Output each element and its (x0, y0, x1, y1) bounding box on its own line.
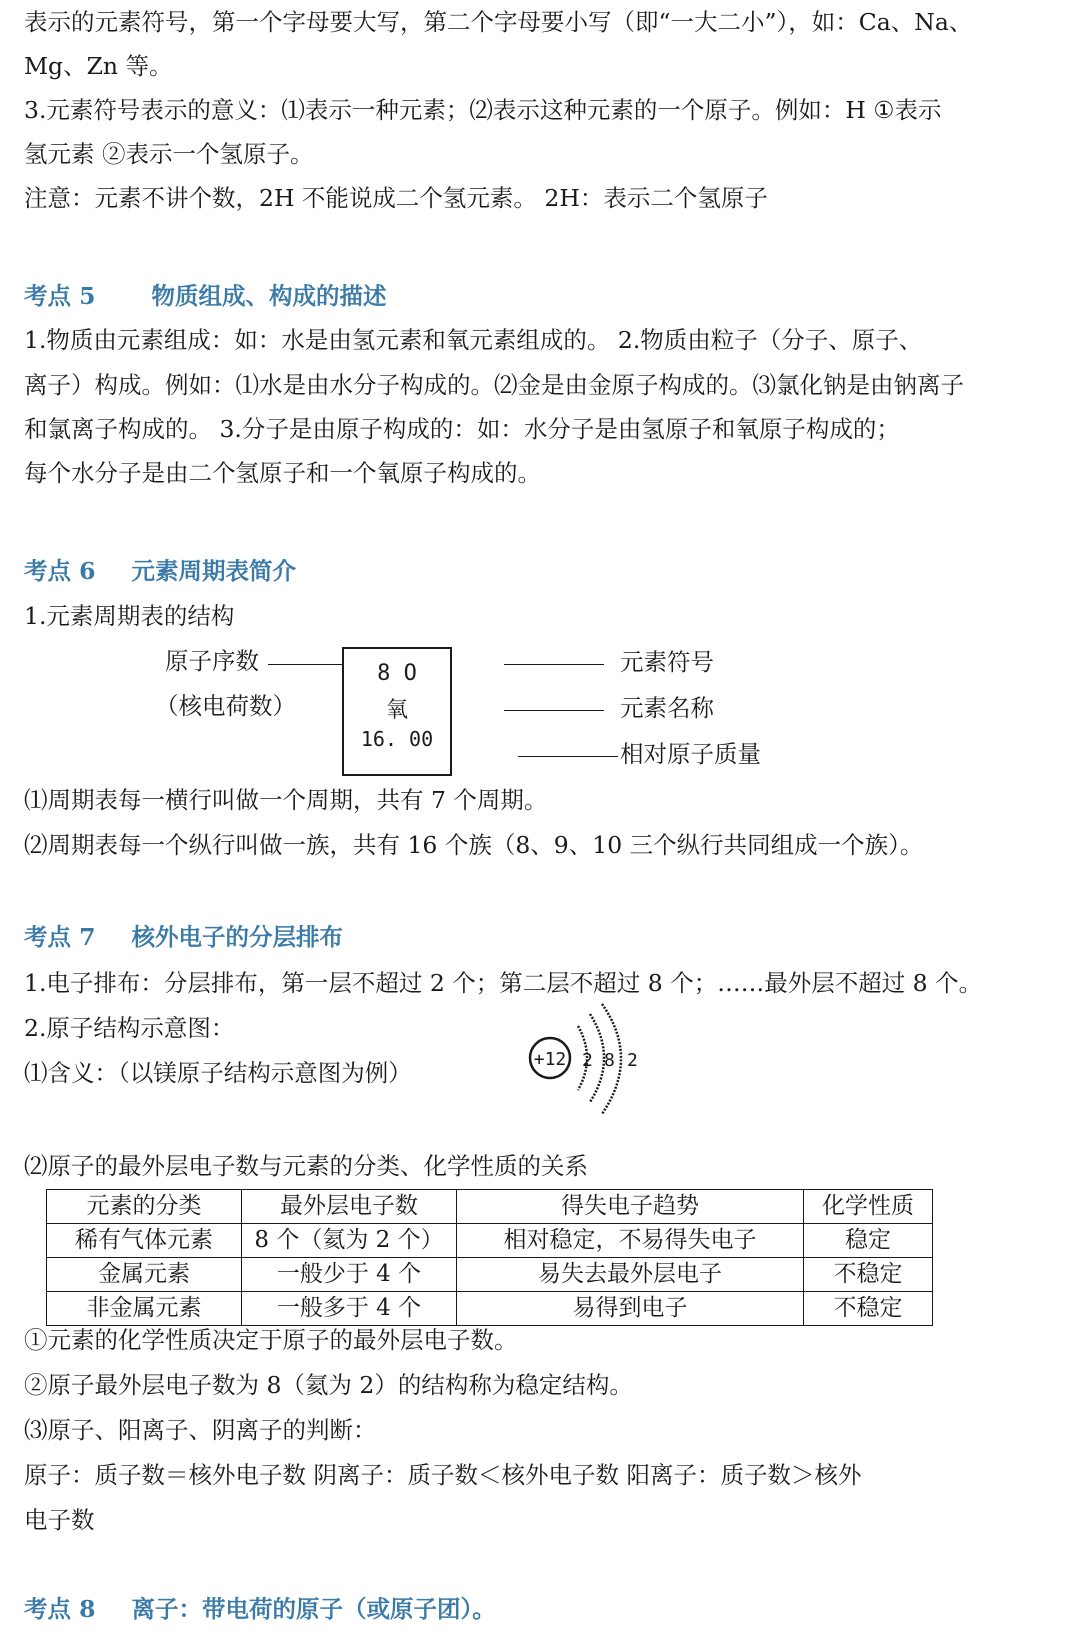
section-heading-kp7 (24, 921, 343, 953)
table-header-cell: 得失电子趋势 (457, 1190, 804, 1224)
section-number: 考点 5 (24, 282, 96, 310)
table-header-cell: 化学性质 (804, 1190, 933, 1224)
kp5-line-4: 每个水分子是由二个氢原子和一个氧原子构成的。 (24, 459, 541, 487)
diagram-connector (504, 710, 604, 711)
table-cell: 稳定 (804, 1224, 933, 1258)
shell-electron-count: 8 (604, 1050, 615, 1071)
diagram-label-atomic-number: 原子序数 (165, 647, 259, 675)
section-title: 核外电子的分层排布 (131, 923, 344, 951)
section-heading-kp5 (24, 280, 387, 312)
table-cell: 不稳定 (804, 1258, 933, 1292)
kp7-after-2: ②原子最外层电子数为 8（氦为 2）的结构称为稳定结构。 (24, 1371, 633, 1399)
kp7-after-4: 原子：质子数＝核外电子数 阴离子：质子数＜核外电子数 阳离子：质子数＞核外 (24, 1461, 862, 1489)
intro-line-3: 3.元素符号表示的意义：⑴表示一种元素；⑵表示这种元素的一个原子。例如：H ①表示 (24, 96, 942, 124)
table-header-row (47, 1190, 933, 1224)
diagram-connector (268, 664, 344, 665)
section-number: 考点 7 (24, 923, 96, 951)
shell-electron-count: 2 (582, 1050, 593, 1071)
kp7-line-4: ⑵原子的最外层电子数与元素的分类、化学性质的关系 (24, 1152, 588, 1180)
table-cell: 相对稳定，不易得失电子 (457, 1224, 804, 1258)
diagram-label-nuclear-charge: （核电荷数） (155, 692, 296, 720)
kp5-line-2: 离子）构成。例如：⑴水是由水分子构成的。⑵金是由金原子构成的。⑶氯化钠是由钠离子 (24, 371, 964, 399)
section-title: 物质组成、构成的描述 (151, 282, 387, 310)
table-row (47, 1258, 933, 1292)
kp7-after-1: ①元素的化学性质决定于原子的最外层电子数。 (24, 1326, 518, 1354)
table-row (47, 1224, 933, 1258)
diagram-connector (504, 664, 604, 665)
intro-line-4: 氢元素 ②表示一个氢原子。 (24, 140, 314, 168)
table-cell: 稀有气体元素 (47, 1224, 242, 1258)
section-title: 元素周期表简介 (131, 557, 297, 585)
cell-name: 氧 (385, 698, 408, 723)
kp6-note-2: ⑵周期表每一个纵行叫做一族，共有 16 个族（8、9、10 三个纵行共同组成一个族）。 (24, 831, 924, 859)
section-heading-kp6 (24, 555, 296, 587)
intro-line-5: 注意：元素不讲个数，2H 不能说成二个氢元素。 2H：表示二个氢原子 (24, 184, 768, 212)
kp7-after-3: ⑶原子、阳离子、阴离子的判断： (24, 1416, 377, 1444)
diagram-label-mass: 相对原子质量 (620, 740, 761, 768)
nucleus-charge: +12 (533, 1049, 567, 1070)
table-cell: 一般多于 4 个 (242, 1292, 457, 1326)
kp7-line-3: ⑴含义：（以镁原子结构示意图为例） (24, 1059, 412, 1087)
element-classification-table (46, 1189, 933, 1326)
table-header-cell: 元素的分类 (47, 1190, 242, 1224)
intro-line-1: 表示的元素符号，第一个字母要大写，第二个字母要小写（即“一大二小”），如：Ca、Na、 (24, 8, 973, 36)
table-row (47, 1292, 933, 1326)
table-header-cell: 最外层电子数 (242, 1190, 457, 1224)
kp7-after-5: 电子数 (24, 1506, 95, 1534)
table-cell: 易得到电子 (457, 1292, 804, 1326)
atom-structure-diagram (520, 1002, 650, 1118)
section-title: 离子：带电荷的原子（或原子团）。 (131, 1595, 496, 1623)
kp6-note-1: ⑴周期表每一横行叫做一个周期，共有 7 个周期。 (24, 786, 548, 814)
table-cell: 不稳定 (804, 1292, 933, 1326)
kp5-line-3: 和氯离子构成的。 3.分子是由原子构成的：如：水分子是由氢原子和氧原子构成的； (24, 415, 900, 443)
section-number: 考点 8 (24, 1595, 96, 1623)
diagram-connector (518, 756, 618, 757)
cell-mass: 16. 00 (360, 727, 434, 751)
section-number: 考点 6 (24, 557, 96, 585)
table-cell: 易失去最外层电子 (457, 1258, 804, 1292)
periodic-cell (342, 647, 452, 776)
diagram-label-name: 元素名称 (620, 694, 714, 722)
table-cell: 一般少于 4 个 (242, 1258, 457, 1292)
kp5-line-1: 1.物质由元素组成：如：水是由氢元素和氧元素组成的。 2.物质由粒子（分子、原子、 (24, 326, 923, 354)
kp7-line-2: 2.原子结构示意图： (24, 1014, 235, 1042)
section-heading-kp8 (24, 1593, 496, 1625)
intro-line-2: Mg、Zn 等。 (24, 52, 173, 80)
kp7-line-1: 1.电子排布：分层排布，第一层不超过 2 个；第二层不超过 8 个；……最外层不超过 8 个。 (24, 969, 983, 997)
table-cell: 8 个（氦为 2 个） (242, 1224, 457, 1258)
cell-symbol: 8 O (377, 661, 417, 686)
kp6-sub-1: 1.元素周期表的结构 (24, 602, 235, 630)
table-cell: 金属元素 (47, 1258, 242, 1292)
diagram-label-symbol: 元素符号 (620, 648, 714, 676)
table-cell: 非金属元素 (47, 1292, 242, 1326)
shell-electron-count: 2 (627, 1050, 638, 1071)
